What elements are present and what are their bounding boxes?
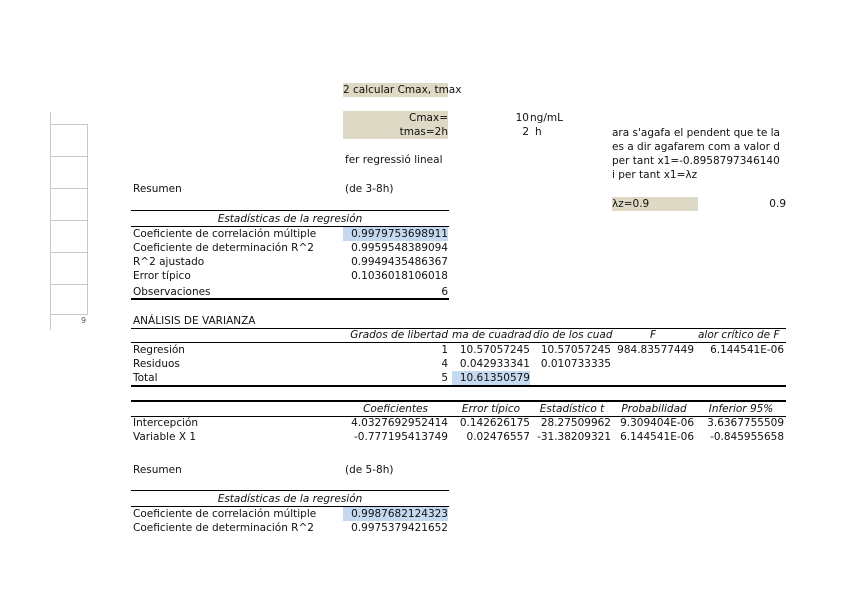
note-line: ara s'agafa el pendent que te la	[612, 127, 780, 139]
chart-gridline	[51, 188, 87, 189]
tmax-label: tmas=2h	[343, 125, 448, 139]
note-line: i per tant x1=λz	[612, 169, 698, 181]
stat-label: Coeficiente de correlación múltiple	[133, 228, 317, 240]
anova-cell: 4	[441, 358, 448, 370]
anova-row-label: Regresión	[133, 344, 185, 356]
anova-header: dio de los cuad	[533, 329, 613, 341]
stat-label: Coeficiente de determinación R^2	[133, 522, 314, 534]
chart-gridline	[51, 220, 87, 221]
anova-title: ANÁLISIS DE VARIANZA	[133, 315, 256, 327]
coef-cell: 0.142626175	[459, 417, 530, 429]
step-title: 2 calcular Cmax, tmax	[343, 84, 462, 96]
coef-cell: 28.27509962	[540, 417, 611, 429]
coef-header: Probabilidad	[621, 403, 687, 415]
coef-cell: -0.777195413749	[354, 431, 448, 443]
coef-header: Coeficientes	[363, 403, 428, 415]
partial-chart-frame	[50, 112, 99, 330]
stat-value: 0.9979753698911	[343, 227, 448, 241]
summary-range: (de 5-8h)	[345, 464, 394, 476]
anova-cell: 984.83577449	[617, 344, 694, 356]
lambda-label: λz=0.9	[612, 197, 698, 211]
stat-value: 6	[441, 286, 448, 298]
tmax-unit: h	[535, 126, 542, 138]
coef-cell: 9.309404E-06	[620, 417, 694, 429]
stat-label: Error típico	[133, 270, 191, 282]
summary-label: Resumen	[133, 183, 182, 195]
anova-cell: 0.010733335	[540, 358, 611, 370]
note-line: per tant x1=-0.8958797346140	[612, 155, 780, 167]
cmax-unit: ng/mL	[530, 112, 563, 124]
stat-value: 0.9949435486367	[351, 256, 448, 268]
table-rule	[131, 210, 449, 211]
cmax-label: Cmax=	[343, 111, 448, 125]
coef-cell: -31.38209321	[537, 431, 611, 443]
chart-gridline	[51, 252, 87, 253]
table-rule	[131, 490, 449, 491]
summary-label: Resumen	[133, 464, 182, 476]
stat-value: 0.1036018106018	[351, 270, 448, 282]
chart-axis-label: 9	[81, 316, 87, 325]
stat-label: Coeficiente de correlación múltiple	[133, 508, 317, 520]
anova-cell: 10.61350579	[452, 371, 530, 385]
coef-header: Inferior 95%	[708, 403, 774, 415]
coef-cell: 3.6367755509	[707, 417, 784, 429]
stat-value: 0.9975379421652	[351, 522, 448, 534]
anova-row-label: Total	[133, 372, 158, 384]
lambda-value: 0.9	[769, 198, 786, 210]
note-line: es a dir agafarem com a valor d	[612, 141, 780, 153]
coef-cell: 4.0327692952414	[351, 417, 448, 429]
cmax-value: 10	[515, 112, 529, 124]
regression-note: fer regressió lineal	[345, 154, 443, 166]
chart-plot-edge	[87, 124, 88, 315]
chart-gridline	[51, 156, 87, 157]
tmax-value: 2	[522, 126, 529, 138]
stat-label: Observaciones	[133, 286, 211, 298]
anova-cell: 5	[441, 372, 448, 384]
coef-row-label: Intercepción	[133, 417, 199, 429]
stat-label: Coeficiente de determinación R^2	[133, 242, 314, 254]
anova-header: alor crítico de F	[698, 329, 780, 341]
anova-cell: 10.57057245	[540, 344, 611, 356]
anova-cell: 10.57057245	[459, 344, 530, 356]
stats-title: Estadísticas de la regresión	[217, 213, 363, 225]
anova-row-label: Residuos	[133, 358, 180, 370]
chart-gridline	[51, 124, 87, 125]
chart-gridline	[51, 284, 87, 285]
stat-value: 0.9987682124323	[343, 507, 448, 521]
coef-header: Error típico	[461, 403, 521, 415]
table-rule	[131, 385, 786, 387]
table-rule	[131, 298, 449, 300]
summary-range: (de 3-8h)	[345, 183, 394, 195]
anova-cell: 6.144541E-06	[710, 344, 784, 356]
stat-value: 0.9959548389094	[351, 242, 448, 254]
anova-header: ma de cuadrad	[452, 329, 532, 341]
stats-title: Estadísticas de la regresión	[217, 493, 363, 505]
anova-cell: 0.042933341	[459, 358, 530, 370]
coef-cell: -0.845955658	[710, 431, 784, 443]
coef-row-label: Variable X 1	[133, 431, 197, 443]
anova-cell: 1	[441, 344, 448, 356]
coef-cell: 6.144541E-06	[620, 431, 694, 443]
anova-header: F	[649, 329, 657, 341]
coef-cell: 0.02476557	[466, 431, 530, 443]
stat-label: R^2 ajustado	[133, 256, 205, 268]
coef-header: Estadístico t	[539, 403, 605, 415]
anova-header: Grados de libertad	[350, 329, 448, 341]
